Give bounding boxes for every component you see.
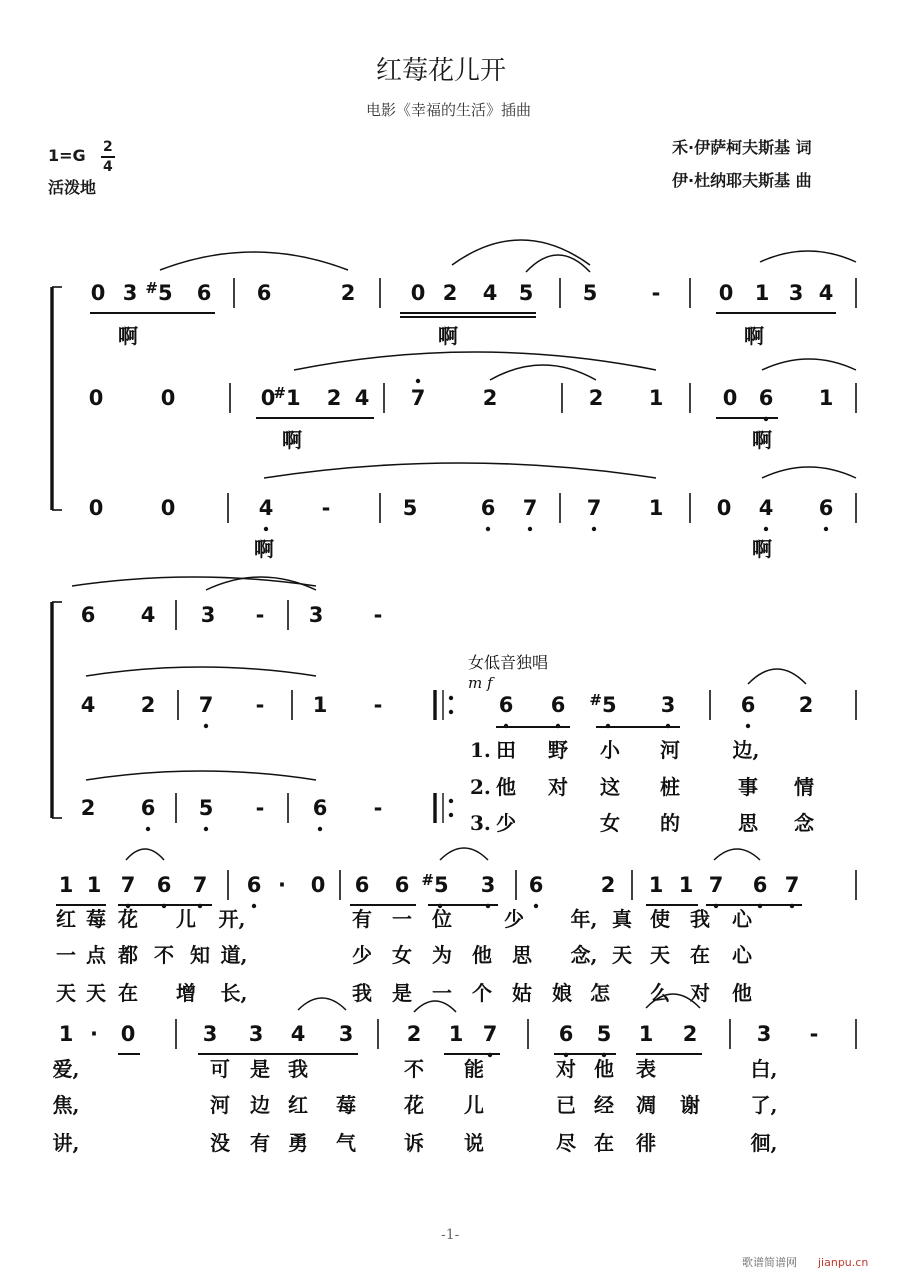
note: 7 bbox=[410, 386, 426, 410]
lyric-syllable: 谢 bbox=[680, 1093, 700, 1117]
lyric-syllable: 徊, bbox=[750, 1131, 778, 1155]
lyric-syllable: 真 bbox=[612, 907, 632, 931]
lower-octave-dot bbox=[486, 527, 490, 531]
lyric-syllable: 已 bbox=[556, 1093, 576, 1117]
lyric-syllable: 一 bbox=[56, 943, 76, 967]
slur bbox=[490, 365, 596, 380]
note: - bbox=[651, 281, 661, 305]
lyric-syllable: 怎 bbox=[590, 981, 610, 1005]
note: 6 bbox=[528, 873, 544, 897]
lyric-syllable: 个 bbox=[472, 981, 492, 1005]
tempo-marking: 活泼地 bbox=[48, 178, 97, 197]
slur bbox=[762, 359, 856, 370]
lyric-syllable: 念 bbox=[794, 811, 814, 835]
lyric-syllable: 桩 bbox=[660, 775, 680, 799]
slur bbox=[298, 998, 346, 1010]
note: - bbox=[809, 1022, 819, 1046]
note: 6 bbox=[256, 281, 272, 305]
key-signature: 1=G bbox=[48, 146, 86, 165]
note: 2 bbox=[140, 693, 156, 717]
lyric-syllable: 能 bbox=[464, 1057, 484, 1081]
repeat-dot bbox=[449, 799, 453, 803]
lyric-syllable: 心 bbox=[732, 943, 752, 967]
note: 6 bbox=[246, 873, 262, 897]
lyric-syllable: 天 bbox=[650, 943, 670, 967]
note: 3 bbox=[756, 1022, 772, 1046]
lower-octave-dot bbox=[204, 724, 208, 728]
note: - bbox=[373, 796, 383, 820]
lyric-syllable: 对 bbox=[548, 775, 568, 799]
note: 1 bbox=[648, 496, 664, 520]
lyric-syllable: 有 bbox=[352, 907, 372, 931]
note: 6 bbox=[550, 693, 566, 717]
lyric-syllable: 他 bbox=[732, 981, 752, 1005]
lyric-syllable: 凋 bbox=[636, 1093, 656, 1117]
note: 7 bbox=[522, 496, 538, 520]
note: 1 bbox=[648, 386, 664, 410]
note: 6 bbox=[156, 873, 172, 897]
lower-octave-dot bbox=[318, 827, 322, 831]
lyric-syllable: 都 bbox=[118, 943, 138, 967]
lyric-syllable: 长, bbox=[220, 981, 248, 1005]
slur bbox=[452, 240, 590, 265]
lyric-syllable: 是 bbox=[250, 1057, 270, 1081]
lyric-syllable: 少 bbox=[504, 907, 524, 931]
lyric-syllable: 了, bbox=[750, 1093, 778, 1117]
lyric-syllable: 不 bbox=[404, 1057, 424, 1081]
verse-number: 1. bbox=[470, 738, 491, 762]
lyric-syllable: 道, bbox=[220, 943, 248, 967]
note: 3 bbox=[122, 281, 138, 305]
note: 0 bbox=[90, 281, 106, 305]
lower-octave-dot bbox=[764, 527, 768, 531]
note: 1 bbox=[648, 873, 664, 897]
lyric-syllable: 么 bbox=[650, 981, 670, 1005]
note: 4 bbox=[818, 281, 834, 305]
verse-number: 3. bbox=[470, 811, 491, 835]
lyric-syllable: 事 bbox=[738, 775, 758, 799]
lyric-syllable: 花 bbox=[404, 1093, 424, 1117]
lyric-syllable: 焦, bbox=[52, 1093, 80, 1117]
note: 0 bbox=[310, 873, 326, 897]
note: 2 bbox=[798, 693, 814, 717]
lyric-syllable: 情 bbox=[794, 775, 814, 799]
subtitle: 电影《幸福的生活》插曲 bbox=[366, 101, 532, 119]
note: 2 bbox=[482, 386, 498, 410]
note: #5 bbox=[145, 279, 173, 305]
lyric-syllable: 年, bbox=[570, 907, 598, 931]
lyric-syllable: 小 bbox=[600, 738, 620, 762]
lyric-syllable: 知 bbox=[190, 943, 210, 967]
note: 2 bbox=[442, 281, 458, 305]
lyric-syllable: 位 bbox=[432, 907, 452, 931]
repeat-dot bbox=[449, 813, 453, 817]
slur bbox=[206, 577, 316, 590]
lyric-ah: 啊 bbox=[744, 324, 764, 348]
lyric-syllable: 我 bbox=[690, 907, 710, 931]
lyric-syllable: 不 bbox=[154, 943, 174, 967]
note: 5 bbox=[582, 281, 598, 305]
note: 2 bbox=[406, 1022, 422, 1046]
note: 2 bbox=[340, 281, 356, 305]
lyric-syllable: 边 bbox=[250, 1093, 270, 1117]
lyric-syllable: 花 bbox=[118, 907, 138, 931]
lyric-syllable: 经 bbox=[594, 1093, 614, 1117]
repeat-dot bbox=[449, 696, 453, 700]
note: 7 bbox=[198, 693, 214, 717]
lyric-syllable: 对 bbox=[690, 981, 710, 1005]
note: 4 bbox=[758, 496, 774, 520]
note: 2 bbox=[326, 386, 342, 410]
lyric-syllable: 少 bbox=[352, 943, 372, 967]
lyric-syllable: 一 bbox=[432, 981, 452, 1005]
lyric-syllable: 勇 bbox=[288, 1131, 308, 1155]
lower-octave-dot bbox=[146, 827, 150, 831]
lyric-syllable: 野 bbox=[548, 738, 568, 762]
lyric-syllable: 爱, bbox=[52, 1057, 80, 1081]
note: 0 bbox=[716, 496, 732, 520]
lower-octave-dot bbox=[528, 527, 532, 531]
note: 2 bbox=[588, 386, 604, 410]
time-signature-bottom: 4 bbox=[103, 159, 113, 175]
augmentation-dot: · bbox=[90, 1022, 98, 1046]
note: 6 bbox=[758, 386, 774, 410]
lyric-syllable: 莓 bbox=[336, 1093, 356, 1117]
composer-credit: 伊·杜纳耶夫斯基 曲 bbox=[672, 171, 812, 190]
watermark-url: jianpu.cn bbox=[818, 1256, 869, 1269]
note: 3 bbox=[480, 873, 496, 897]
note: 6 bbox=[394, 873, 410, 897]
lyric-syllable: 他 bbox=[594, 1057, 614, 1081]
slur bbox=[760, 251, 856, 262]
note: 3 bbox=[338, 1022, 354, 1046]
note: - bbox=[321, 496, 331, 520]
lyric-ah: 啊 bbox=[282, 428, 302, 452]
note: 0 bbox=[120, 1022, 136, 1046]
lyric-ah: 啊 bbox=[752, 428, 772, 452]
note: 6 bbox=[752, 873, 768, 897]
note: 0 bbox=[88, 386, 104, 410]
lyric-syllable: 天 bbox=[612, 943, 632, 967]
note: 3 bbox=[202, 1022, 218, 1046]
note: 4 bbox=[80, 693, 96, 717]
lyric-syllable: 他 bbox=[496, 775, 516, 799]
lyric-ah: 啊 bbox=[752, 537, 772, 561]
repeat-dot bbox=[449, 710, 453, 714]
note: 4 bbox=[140, 603, 156, 627]
note: 0 bbox=[160, 496, 176, 520]
note: #5 bbox=[421, 871, 449, 897]
note: 6 bbox=[140, 796, 156, 820]
note: - bbox=[255, 603, 265, 627]
note: 4 bbox=[258, 496, 274, 520]
slur bbox=[160, 252, 348, 270]
lower-octave-dot bbox=[824, 527, 828, 531]
lyric-syllable: 他 bbox=[472, 943, 492, 967]
lyric-syllable: 思 bbox=[738, 811, 758, 835]
note: 1 bbox=[312, 693, 328, 717]
note: 3 bbox=[200, 603, 216, 627]
slur bbox=[86, 771, 316, 780]
note: 0 bbox=[88, 496, 104, 520]
lyric-syllable: 尽 bbox=[556, 1131, 576, 1155]
solo-label: 女低音独唱 bbox=[468, 653, 549, 672]
note: 4 bbox=[290, 1022, 306, 1046]
note: 5 bbox=[402, 496, 418, 520]
note: 1 bbox=[818, 386, 834, 410]
lyric-syllable: 白, bbox=[750, 1057, 778, 1081]
note: 7 bbox=[192, 873, 208, 897]
slur bbox=[264, 463, 656, 478]
lyric-syllable: 增 bbox=[176, 981, 196, 1005]
slur bbox=[526, 255, 590, 272]
note: 7 bbox=[120, 873, 136, 897]
lyric-syllable: 河 bbox=[210, 1093, 230, 1117]
lyric-ah: 啊 bbox=[438, 324, 458, 348]
lyric-syllable: 念, bbox=[570, 943, 598, 967]
lyric-syllable: 说 bbox=[464, 1131, 484, 1155]
note: 5 bbox=[518, 281, 534, 305]
note: 6 bbox=[558, 1022, 574, 1046]
slur bbox=[86, 667, 316, 676]
note: 0 bbox=[160, 386, 176, 410]
note: 6 bbox=[196, 281, 212, 305]
lower-octave-dot bbox=[204, 827, 208, 831]
note: #1 bbox=[273, 384, 301, 410]
note: 3 bbox=[248, 1022, 264, 1046]
note: 4 bbox=[482, 281, 498, 305]
lyric-syllable: 红 bbox=[288, 1093, 308, 1117]
note: - bbox=[373, 693, 383, 717]
note: 6 bbox=[740, 693, 756, 717]
lyric-syllable: 姑 bbox=[512, 981, 532, 1005]
note: - bbox=[373, 603, 383, 627]
lyric-ah: 啊 bbox=[254, 537, 274, 561]
note: #5 bbox=[589, 691, 617, 717]
note: - bbox=[255, 693, 265, 717]
note: 7 bbox=[708, 873, 724, 897]
note: 7 bbox=[784, 873, 800, 897]
note: 4 bbox=[354, 386, 370, 410]
lyric-ah: 啊 bbox=[118, 324, 138, 348]
lyric-syllable: 我 bbox=[352, 981, 372, 1005]
lyric-syllable: 女 bbox=[392, 943, 412, 967]
lyric-syllable: 在 bbox=[594, 1131, 614, 1155]
note: 1 bbox=[678, 873, 694, 897]
lyric-syllable: 诉 bbox=[404, 1131, 424, 1155]
lyric-syllable: 为 bbox=[432, 943, 452, 967]
lyric-syllable: 少 bbox=[496, 811, 516, 835]
lower-octave-dot bbox=[534, 904, 538, 908]
lower-octave-dot bbox=[592, 527, 596, 531]
lyric-syllable: 点 bbox=[86, 943, 106, 967]
note: 0 bbox=[410, 281, 426, 305]
lyric-syllable: 没 bbox=[210, 1131, 230, 1155]
note: 1 bbox=[58, 1022, 74, 1046]
note: 0 bbox=[260, 386, 276, 410]
lyric-syllable: 我 bbox=[288, 1057, 308, 1081]
lyric-syllable: 女 bbox=[600, 811, 620, 835]
note: 7 bbox=[482, 1022, 498, 1046]
verse-number: 2. bbox=[470, 775, 491, 799]
page-number: -1- bbox=[441, 1227, 460, 1243]
slur bbox=[714, 849, 760, 860]
watermark-site: 歌谱简谱网 bbox=[742, 1256, 797, 1269]
note: 6 bbox=[480, 496, 496, 520]
lyric-syllable: 儿 bbox=[464, 1093, 484, 1117]
note: 1 bbox=[86, 873, 102, 897]
slur bbox=[440, 848, 488, 860]
lyric-syllable: 儿 bbox=[176, 907, 196, 931]
lyric-syllable: 一 bbox=[392, 907, 412, 931]
lyric-syllable: 表 bbox=[636, 1057, 656, 1081]
lyric-syllable: 对 bbox=[556, 1057, 576, 1081]
note: 3 bbox=[660, 693, 676, 717]
lyric-syllable: 边, bbox=[732, 738, 760, 762]
note: 1 bbox=[58, 873, 74, 897]
lyric-syllable: 天 bbox=[56, 981, 76, 1005]
note: 0 bbox=[718, 281, 734, 305]
note: 3 bbox=[788, 281, 804, 305]
lyric-syllable: 讲, bbox=[52, 1131, 80, 1155]
dynamic-marking: m f bbox=[468, 674, 493, 692]
lyric-syllable: 使 bbox=[650, 907, 670, 931]
lyric-syllable: 的 bbox=[660, 811, 680, 835]
lyric-syllable: 是 bbox=[392, 981, 412, 1005]
lyric-syllable: 在 bbox=[118, 981, 138, 1005]
lower-octave-dot bbox=[746, 724, 750, 728]
lyric-syllable: 这 bbox=[600, 775, 620, 799]
augmentation-dot: · bbox=[278, 873, 286, 897]
upper-octave-dot bbox=[416, 379, 420, 383]
note: 6 bbox=[354, 873, 370, 897]
note: 2 bbox=[80, 796, 96, 820]
slur bbox=[748, 669, 806, 684]
lyric-syllable: 莓 bbox=[86, 907, 106, 931]
note: 6 bbox=[80, 603, 96, 627]
note: 6 bbox=[498, 693, 514, 717]
slur bbox=[126, 849, 164, 860]
lyric-syllable: 徘 bbox=[636, 1131, 656, 1155]
note: 7 bbox=[586, 496, 602, 520]
lyric-syllable: 娘 bbox=[552, 981, 572, 1005]
note: 2 bbox=[600, 873, 616, 897]
lower-octave-dot bbox=[252, 904, 256, 908]
lyricist-credit: 禾·伊萨柯夫斯基 词 bbox=[672, 138, 812, 157]
note: 1 bbox=[448, 1022, 464, 1046]
note: 6 bbox=[312, 796, 328, 820]
lyric-syllable: 可 bbox=[210, 1057, 230, 1081]
lyric-syllable: 河 bbox=[660, 738, 680, 762]
note: 5 bbox=[596, 1022, 612, 1046]
lower-octave-dot bbox=[264, 527, 268, 531]
note: 2 bbox=[682, 1022, 698, 1046]
page-title: 红莓花儿开 bbox=[376, 56, 507, 86]
note: 5 bbox=[198, 796, 214, 820]
note: 3 bbox=[308, 603, 324, 627]
lyric-syllable: 有 bbox=[250, 1131, 270, 1155]
lyric-syllable: 开, bbox=[218, 907, 246, 931]
slur bbox=[294, 352, 656, 370]
slur bbox=[762, 467, 856, 478]
lyric-syllable: 心 bbox=[732, 907, 752, 931]
note: 0 bbox=[722, 386, 738, 410]
lyric-syllable: 田 bbox=[496, 738, 516, 762]
time-signature-top: 2 bbox=[103, 139, 113, 155]
note: - bbox=[255, 796, 265, 820]
note: 1 bbox=[754, 281, 770, 305]
lyric-syllable: 思 bbox=[512, 943, 532, 967]
lyric-syllable: 天 bbox=[86, 981, 106, 1005]
note: 1 bbox=[638, 1022, 654, 1046]
lyric-syllable: 在 bbox=[690, 943, 710, 967]
note: 6 bbox=[818, 496, 834, 520]
lyric-syllable: 红 bbox=[56, 907, 76, 931]
lyric-syllable: 气 bbox=[336, 1131, 356, 1155]
